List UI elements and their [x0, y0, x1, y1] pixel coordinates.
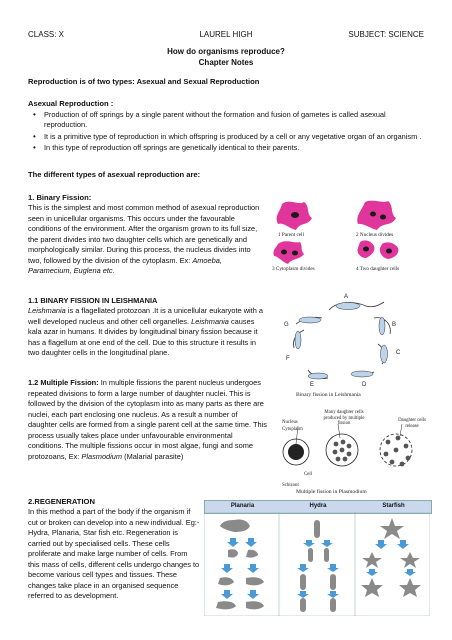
hydra-shape	[330, 598, 336, 612]
nucleus-shape	[380, 215, 386, 220]
starfish-shape	[362, 552, 382, 568]
hydra-shape	[300, 574, 306, 590]
planaria-shape	[228, 549, 238, 557]
page-subtitle: Chapter Notes	[198, 58, 254, 67]
subject-label: SUBJECT: SCIENCE	[348, 30, 424, 39]
hydra-shape	[308, 548, 313, 562]
planaria-shape	[218, 577, 234, 585]
column-hydra: Hydra	[309, 503, 327, 509]
label-cytoplasm: Cytoplasm	[282, 427, 303, 432]
multiple-heading: 1.2 Multiple Fission:	[28, 378, 99, 387]
leishmania-body	[351, 371, 373, 377]
regeneration-figure	[204, 512, 430, 616]
figure-label: 3 Cytoplasm divides	[272, 266, 315, 272]
arrow-icon	[327, 591, 339, 598]
asexual-bullets	[28, 110, 426, 154]
multiple-example: Plasmodium	[81, 451, 123, 461]
page-title: How do organisms reproduce?	[167, 47, 285, 56]
amoeba-shape	[357, 201, 396, 230]
leishmania-name2: Leishmania	[191, 316, 229, 326]
leishmania-body	[308, 373, 328, 379]
bullet-item: • Production of off springs by a single parent without the formation and fusion of gametes is called asexual reproduction.	[28, 110, 426, 131]
label-daughter-release: Daughter cells release	[398, 418, 426, 429]
planaria-shape	[246, 601, 264, 609]
leishmania-body1: is a flagellated protozoan .It is a unicellular eukaryote with a well developed nucleus and other cell organelles.	[28, 306, 264, 326]
leishmania-heading: 1.1 BINARY FISSION IN LEISHMANIA	[28, 296, 158, 305]
plasmodium-caption: Multiple fission in Plasmodium	[296, 489, 367, 495]
leishmania-name: Leishmania	[28, 306, 66, 315]
leishmania-caption: Binary fission in Leishmania	[296, 392, 361, 398]
asexual-heading: Asexual Reproduction :	[28, 99, 114, 108]
nucleus-shape	[292, 251, 298, 256]
figure-letter: F	[286, 356, 290, 362]
column-planaria: Planaria	[230, 503, 255, 509]
figure-label: 2 Nucleus divides	[356, 232, 394, 238]
bullet-item: • In this type of reproduction off springs are genetically identical to their parents.	[28, 143, 426, 153]
figure-letter: B	[392, 322, 397, 328]
nucleus-shape	[281, 250, 287, 255]
planaria-shape	[246, 550, 258, 558]
hydra-shape	[330, 574, 336, 590]
nucleus-shape	[291, 212, 299, 218]
leishmania-text	[28, 306, 268, 359]
arrow-icon	[297, 564, 309, 572]
regeneration-heading: 2.REGENERATION	[28, 497, 95, 506]
starfish-shape	[399, 578, 421, 597]
figure-letter: G	[284, 322, 289, 328]
figure-letter: D	[362, 382, 367, 388]
arrow-icon	[245, 538, 257, 547]
binary-text	[28, 203, 264, 277]
hydra-shape	[324, 548, 329, 562]
leishmania-body2: causes kala azar in humans. It divides by longitudinal binary fission because it has a flagellum at one end of the cell. Due to this structure it results in two daughter cells in the longitudinal plane.	[28, 316, 258, 357]
arrow-icon	[366, 569, 378, 576]
leishmania-body	[336, 303, 360, 310]
planaria-shape	[216, 601, 236, 609]
arrow-icon	[375, 540, 387, 549]
arrow-icon	[221, 590, 233, 599]
arrow-icon	[397, 540, 409, 549]
binary-examples: Amoeba, Paramecium, Euglena etc.	[28, 255, 222, 275]
leishmania-body	[379, 317, 385, 335]
arrow-icon	[221, 564, 233, 573]
label-cell: Cell	[304, 472, 312, 477]
figure-letter: E	[310, 382, 315, 388]
arrow-icon	[247, 564, 259, 573]
arrow-icon	[227, 538, 239, 547]
nucleus-shape	[363, 247, 369, 252]
starfish-shape	[380, 518, 404, 539]
arrow-icon	[321, 540, 333, 547]
leishmania-figure	[274, 288, 414, 398]
bullet-item: • It is a primitive type of reproduction in which offspring is produced by a cell or any vegetative organ of an organism .	[28, 132, 426, 142]
arrow-icon	[297, 591, 309, 598]
label-many-daughter: Many daughter cells produced by multiple fission	[323, 410, 365, 427]
arrow-icon	[327, 564, 339, 572]
planaria-shape	[246, 577, 264, 585]
amoeba-shape	[273, 241, 304, 264]
starfish-shape	[400, 552, 420, 568]
arrow-icon	[247, 590, 259, 599]
multiple-example-suffix: (Malarial parasite)	[122, 451, 184, 461]
figure-label: 4 Two daughter cells	[356, 266, 400, 272]
binary-body: This is the simplest and most common method of asexual reproduction seen in unicellular organisms. This occurs under the favourable conditions of the environment. After the organism grown to its full size, the parent divides into two daughter cells which are genetically and morphologically similar. During this process, the nucleus divides into two, followed by the division of the cytoplasm. Ex:	[28, 203, 260, 265]
label-nucleus: Nucleus	[282, 420, 298, 425]
figure-letter: A	[344, 294, 349, 300]
column-starfish: Starfish	[382, 503, 405, 509]
class-label: CLASS: X	[28, 30, 65, 39]
regeneration-text: In this method a part of the body if the organism if cut or broken can develop into a new individual. Eg:-Hydra, Planaria, Star fish etc. Regeneration is carried out by specialised cells. These cells proliferate and make large number of cells. From this mass of cells, different cells undergo changes to become various cell types and tissues. These changes take place in an organised sequence referred to as development.	[28, 507, 200, 600]
hydra-shape	[300, 598, 306, 612]
types-heading: The different types of asexual reproduction are:	[28, 170, 201, 179]
multiple-text	[28, 378, 268, 462]
binary-heading: 1. Binary Fission:	[28, 193, 92, 202]
leishmania-body	[381, 345, 388, 363]
intro-heading: Reproduction is of two types: Asexual and Sexual Reproduction	[28, 77, 260, 86]
arrow-icon	[404, 569, 416, 576]
planaria-shape	[220, 519, 250, 532]
starfish-shape	[361, 578, 383, 597]
nucleus-shape	[370, 212, 376, 217]
hydra-shape	[314, 520, 320, 538]
leishmania-body	[299, 317, 321, 323]
leishmania-body	[295, 331, 301, 349]
figure-label: 1 Parent cell	[278, 232, 304, 238]
multiple-body: In multiple fissions the parent nucleus undergoes repeated divisions to form a large number of daughter nuclei. This is followed by the division of the cytoplasm into as many parts as there are nuclei, each part enclosing one nucleus. As a result a number of daughter cells are formed from a single parent cell at the same time. This process usually takes place under unfavourable environmental conditions. The multiple fissions occur in most algae, fungi and some protozoans, Ex:	[28, 378, 267, 461]
label-schizont: Schizont	[282, 483, 299, 488]
arrow-icon	[303, 540, 315, 547]
nucleus-shape	[386, 249, 392, 254]
figure-letter: C	[396, 350, 401, 356]
plasmodium-nucleus	[288, 444, 304, 460]
school-name: LAUREL HIGH	[199, 30, 253, 39]
